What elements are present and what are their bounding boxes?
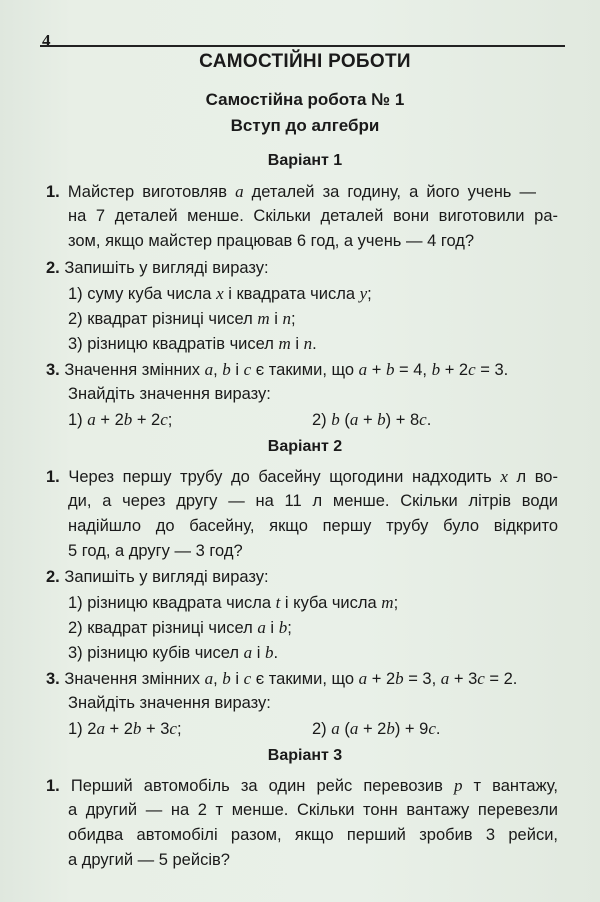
problem-line: ди, а через другу — на 11 л менше. Скільки літрів води — [68, 492, 558, 510]
problem-line: а другий — на 2 т менше. Скільки тонн вантажу перевезли — [68, 801, 558, 819]
page-number: 4 — [42, 31, 51, 50]
problem-number: 1. — [46, 183, 60, 201]
problem-line: 2. Запишіть у вигляді виразу: — [46, 568, 269, 586]
problem-item: 1) різницю квадрата числа t і куба числа m; — [68, 593, 399, 612]
variant-title: Варіант 3 — [267, 747, 343, 764]
expression-2: 2) a (a + 2b) + 9c. — [312, 719, 441, 738]
header-rule — [40, 45, 565, 47]
problem-line: обидва автомобілі разом, якщо перший зробив 3 рейси, — [68, 826, 558, 844]
problem-line: надійшло до басейну, якщо першу трубу було відкрито — [68, 517, 558, 535]
problem-item: 3) різницю квадратів чисел m і n. — [68, 334, 317, 353]
expression-1: 1) a + 2b + 2c; — [68, 410, 173, 429]
problem-line: на 7 деталей менше. Скільки деталей вони виготовили ра- — [68, 207, 558, 225]
problem-item: 2) квадрат різниці чисел m і n; — [68, 309, 296, 328]
problem-line: Знайдіть значення виразу: — [68, 385, 271, 403]
problem-line: 1. Через першу трубу до басейну щогодини надходить x л во- — [46, 467, 558, 486]
expression-2: 2) b (a + b) + 8c. — [312, 410, 432, 429]
problem-number: 3. — [46, 361, 60, 379]
problem-line: 1. Майстер виготовляв a деталей за годину, а його учень — — [46, 182, 536, 201]
problem-number: 2. — [46, 568, 60, 586]
problem-line: 3. Значення змінних a, b і c є такими, що a + b = 4, b + 2c = 3. — [46, 360, 509, 379]
problem-line: 3. Значення змінних a, b і c є такими, що a + 2b = 3, a + 3c = 2. — [46, 669, 518, 688]
section-title: САМОСТІЙНІ РОБОТИ — [199, 51, 411, 72]
problem-number: 1. — [46, 468, 60, 486]
problem-line: Знайдіть значення виразу: — [68, 694, 271, 712]
problem-item: 1) суму куба числа x і квадрата числа y; — [68, 284, 372, 303]
problem-item: 3) різницю кубів чисел a і b. — [68, 643, 279, 662]
problem-line: 2. Запишіть у вигляді виразу: — [46, 259, 269, 277]
problem-line: зом, якщо майстер працював 6 год, а учень — 4 год? — [68, 232, 475, 250]
problem-item: 2) квадрат різниці чисел a і b; — [68, 618, 292, 637]
variant-title: Варіант 2 — [267, 438, 343, 455]
work-subtitle: Вступ до алгебри — [230, 116, 380, 135]
problem-line: а другий — 5 рейсів? — [68, 851, 230, 869]
problem-number: 2. — [46, 259, 60, 277]
problem-number: 3. — [46, 670, 60, 688]
problem-number: 1. — [46, 777, 60, 795]
variant-title: Варіант 1 — [267, 152, 343, 169]
problem-line: 5 год, а другу — 3 год? — [68, 542, 243, 560]
problem-line: 1. Перший автомобіль за один рейс перевозив p т вантажу, — [46, 776, 558, 795]
work-title: Самостійна робота № 1 — [205, 90, 405, 109]
expression-1: 1) 2a + 2b + 3c; — [68, 719, 182, 738]
